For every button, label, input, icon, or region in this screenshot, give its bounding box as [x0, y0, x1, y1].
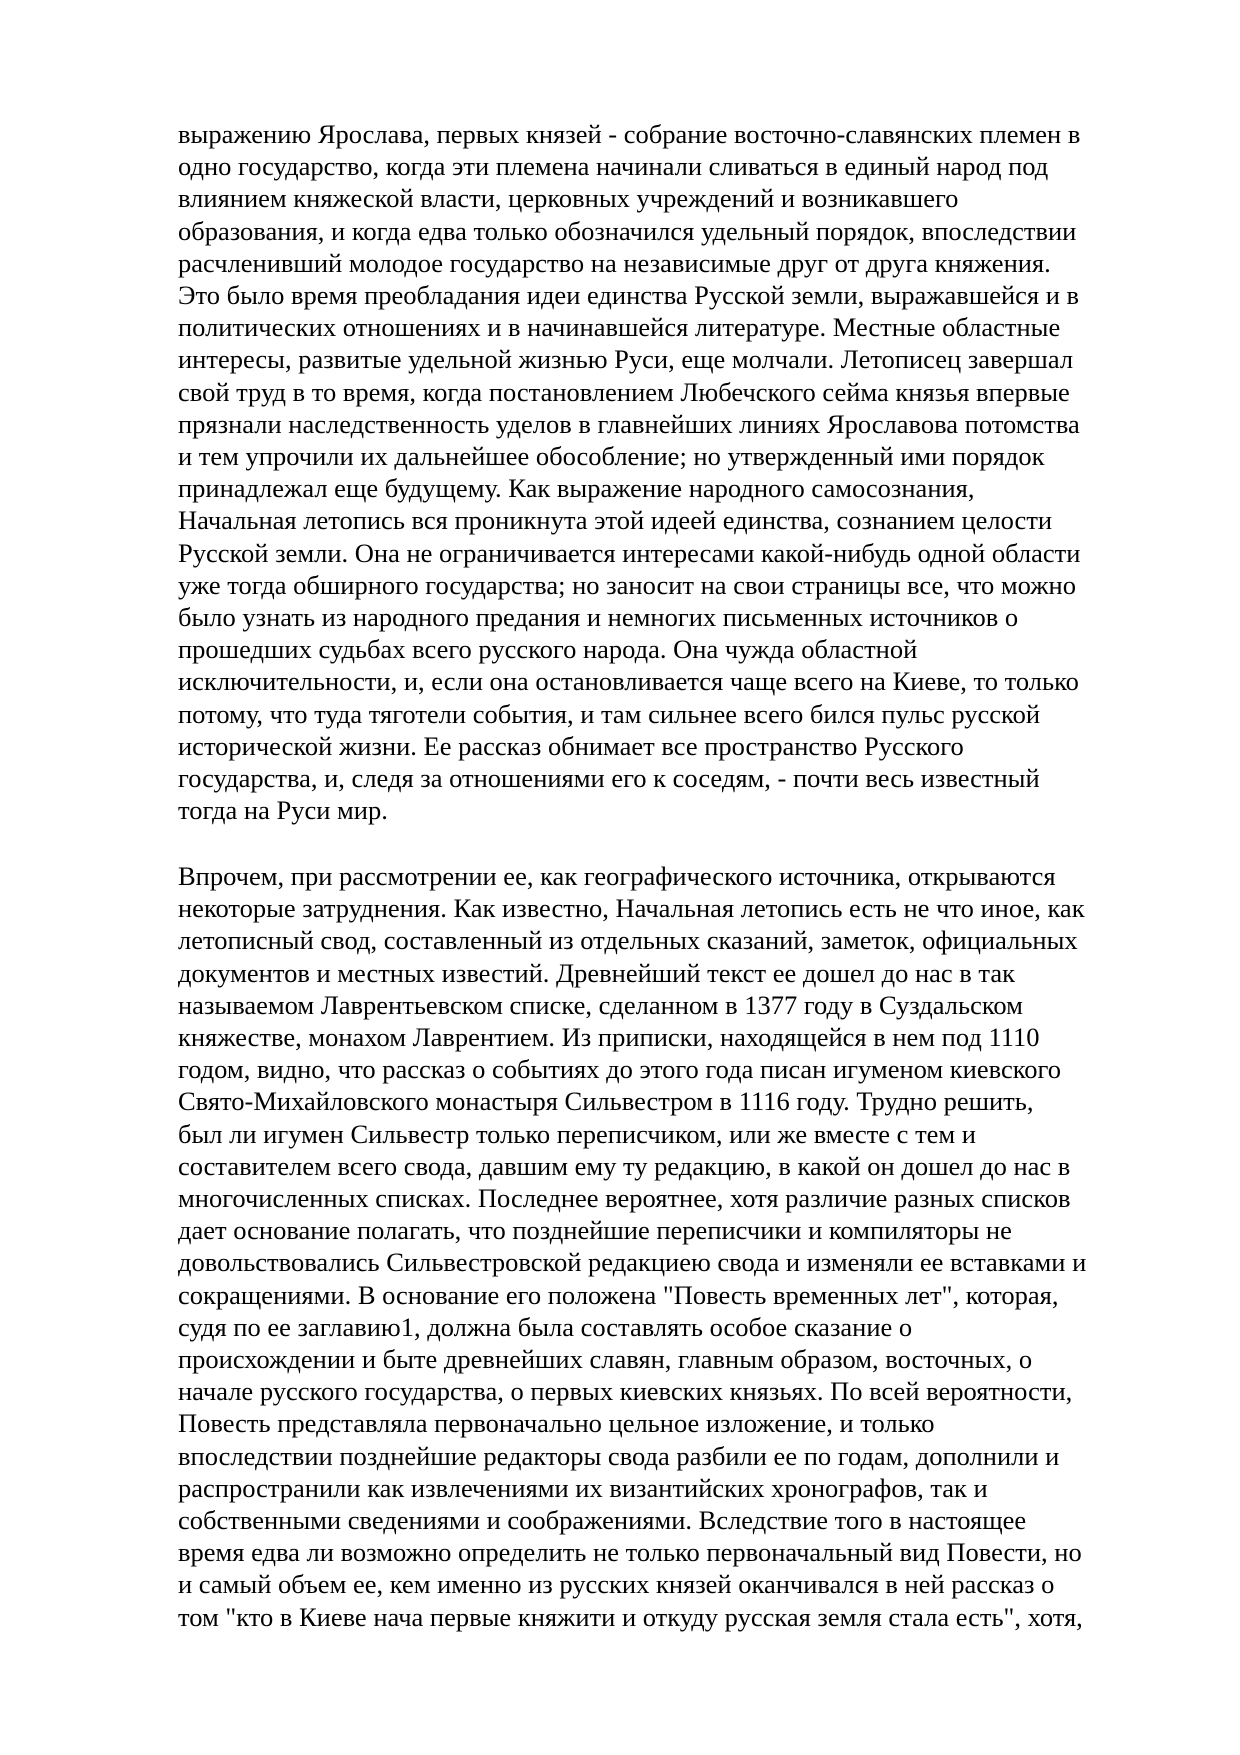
text-line: принадлежал еще будущему. Как выражение народного самосознания,: [178, 473, 975, 504]
text-line: политических отношениях и в начинавшейся литературе. Местные областные: [178, 312, 1061, 343]
paragraph: [178, 860, 1178, 1633]
text-line: Русской земли. Она не ограничивается интересами какой-нибудь одной области: [178, 537, 1081, 568]
text-line: тогда на Руси мир.: [178, 795, 388, 826]
text-line: впоследствии позднейшие редакторы свода разбили ее по годам, дополнили и: [178, 1440, 1060, 1471]
text-line: и самый объем ее, кем именно из русских князей оканчивался в ней рассказ о: [178, 1569, 1055, 1600]
text-line: происхождении и быте древнейших славян, главным образом, восточных, о: [178, 1344, 1033, 1375]
text-line: Свято-Михайловского монастыря Сильвестром в 1116 году. Трудно решить,: [178, 1086, 1034, 1117]
paragraph: [178, 118, 1178, 826]
text-line: потому, что туда тяготели события, и там сильнее всего бился пульс русской: [178, 698, 1041, 729]
text-line: составителем всего свода, давшим ему ту редакцию, в какой он дошел до нас в: [178, 1150, 1071, 1181]
text-line: Повесть представляла первоначально цельное изложение, и только: [178, 1408, 935, 1439]
text-line: время едва ли возможно определить не только первоначальный вид Повести, но: [178, 1537, 1082, 1568]
text-line: было узнать из народного предания и немногих письменных источников о: [178, 602, 1019, 633]
text-line: Впрочем, при рассмотрении ее, как географического источника, открываются: [178, 861, 1056, 891]
text-line: называемом Лаврентьевском списке, сделанном в 1377 году в Суздальском: [178, 989, 1023, 1020]
text-line: исключительности, и, если она остановливается чаще всего на Киеве, то только: [178, 666, 1079, 697]
text-line: судя по ее заглавию1, должна была составлять особое сказание о: [178, 1311, 913, 1342]
text-line: выражению Ярослава, первых князей - собрание восточно-славянских племен в: [178, 119, 1081, 149]
text-line: документов и местных известий. Древнейший текст ее дошел до нас в так: [178, 957, 1015, 988]
text-line: образования, и когда едва только обозначился удельный порядок, впоследствии: [178, 215, 1077, 246]
text-line: и тем упрочили их дальнейшее обособление; но утвержденный ими порядок: [178, 441, 1045, 472]
text-line: довольствовались Сильвестровской редакциею свода и изменяли ее вставками и: [178, 1247, 1087, 1278]
text-line: дает основание полагать, что позднейшие переписчики и компиляторы не: [178, 1215, 1012, 1246]
text-line: том "кто в Киеве нача первые княжити и откуду русская земля стала есть", хотя,: [178, 1601, 1083, 1632]
text-line: был ли игумен Сильвестр только переписчиком, или же вместе с тем и: [178, 1118, 976, 1149]
text-line: свой труд в то время, когда постановлением Любечского сейма князья впервые: [178, 376, 1070, 407]
text-line: расчленивший молодое государство на независимые друг от друга княжения.: [178, 247, 1051, 278]
text-line: княжестве, монахом Лаврентием. Из приписки, находящейся в нем под 1110: [178, 1022, 1040, 1053]
text-line: годом, видно, что рассказ о событиях до этого года писан игуменом киевского: [178, 1054, 1061, 1085]
text-line: распространили как извлечениями их византийских хронографов, так и: [178, 1472, 988, 1503]
text-line: Это было время преобладания идеи единства Русской земли, выражавшейся и в: [178, 280, 1080, 311]
text-line: государства, и, следя за отношениями его к соседям, - почти весь известный: [178, 763, 1040, 794]
text-line: уже тогда обширного государства; но заносит на свои страницы все, что можно: [178, 569, 1076, 600]
text-line: Начальная летопись вся проникнута этой идеей единства, сознанием целости: [178, 505, 1053, 536]
text-line: прошедших судьбах всего русского народа. Она чужда областной: [178, 634, 918, 665]
text-line: собственными сведениями и соображениями. Вследствие того в настоящее: [178, 1505, 1027, 1536]
text-line: летописный свод, составленный из отдельных сказаний, заметок, официальных: [178, 925, 1078, 956]
text-line: одно государство, когда эти племена начинали сливаться в единый народ под: [178, 151, 1049, 182]
text-line: некоторые затруднения. Как известно, Начальная летопись есть не что иное, как: [178, 893, 1085, 924]
text-line: исторической жизни. Ее рассказ обнимает все пространство Русского: [178, 730, 964, 761]
text-line: влиянием княжеской власти, церковных учреждений и возникавшего: [178, 183, 959, 214]
text-line: сокращениями. В основание его положена "Повесть временных лет", которая,: [178, 1279, 1059, 1310]
text-line: многочисленных списках. Последнее вероятнее, хотя различие разных списков: [178, 1183, 1071, 1214]
text-line: начале русского государства, о первых киевских князьях. По всей вероятности,: [178, 1376, 1073, 1407]
text-line: интересы, развитые удельной жизнью Руси, еще молчали. Летописец завершал: [178, 344, 1074, 375]
text-line: прязнали наследственность уделов в главнейших линиях Ярославова потомства: [178, 408, 1080, 439]
